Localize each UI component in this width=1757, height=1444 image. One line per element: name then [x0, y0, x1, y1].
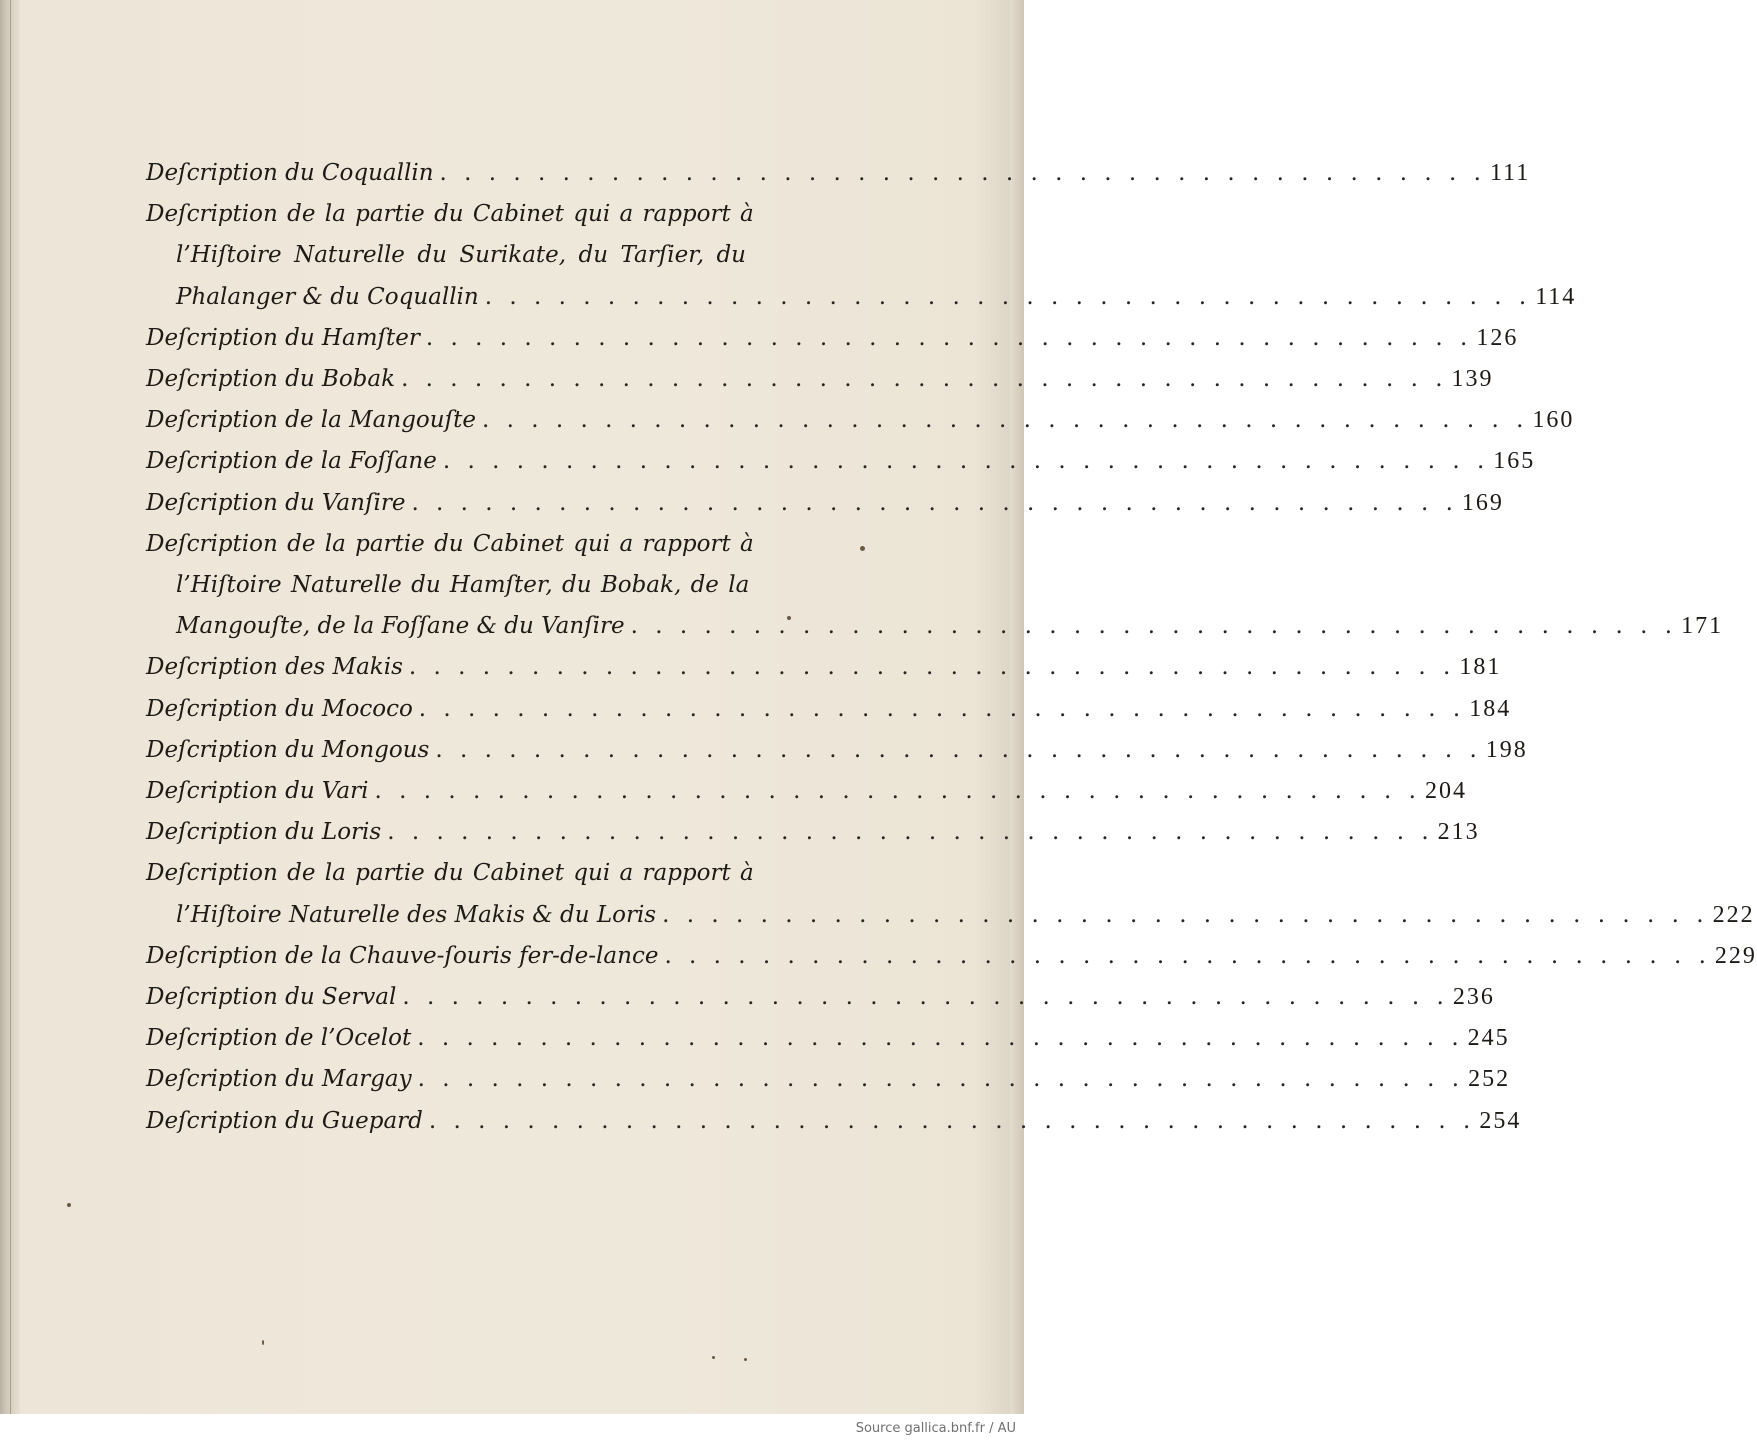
dot-leader: . . . . . . . . . . . . . . . . . . . . . . . . . . . . . . . . . . . . . . . . . . .: [435, 737, 1482, 763]
dot-leader: . . . . . . . . . . . . . . . . . . . . . . . . . . . . . . . . . . . . . . . . . . .: [664, 943, 1711, 969]
toc-page-number: 254: [1479, 1108, 1522, 1134]
dot-leader: . . . . . . . . . . . . . . . . . . . . . . . . . . . . . . . . . . . . . . . . . . .: [402, 984, 1449, 1010]
toc-line: [176, 238, 746, 272]
toc-line: [176, 898, 1755, 932]
dot-leader: . . . . . . . . . . . . . . . . . . . . . . . . . . . . . . . . . . . . . . . . . . .: [401, 366, 1448, 392]
source-watermark: Source gallica.bnf.fr / AU: [855, 1421, 1016, 1436]
dot-leader: . . . . . . . . . . . . . . . . . . . . . . . . . . . . . . . . . . . . . . . . . . .: [408, 654, 1456, 680]
toc-line: [146, 856, 754, 890]
toc-page-number: 160: [1532, 407, 1575, 433]
toc-page-number: 169: [1461, 490, 1504, 516]
toc-entry-title: Deſcription du Mococo: [146, 696, 413, 722]
toc-entry-title: Deſcription de la Chauve-ſouris fer-de-lance: [146, 943, 659, 969]
dot-leader: . . . . . . . . . . . . . . . . . . . . . . . . . . . . . . . . . . . . . . . . . . .: [417, 1066, 1465, 1092]
toc-page-number: 171: [1681, 613, 1724, 639]
toc-line: [146, 444, 1536, 478]
toc-line: [146, 527, 754, 561]
toc-entry-title: Phalanger & du Coquallin: [176, 284, 479, 310]
toc-page-number: 126: [1476, 325, 1519, 351]
toc-entry-title: Deſcription du Mongous: [146, 737, 430, 763]
dot-leader: . . . . . . . . . . . . . . . . . . . . . . . . . . . . . . . . . . . . . . . . . . .: [662, 902, 1709, 928]
dot-leader: . . . . . . . . . . . . . . . . . . . . . . . . . . . . . . . . . . . . . . . . . . .: [417, 1025, 1464, 1051]
toc-entry-title: Deſcription du Serval: [146, 984, 397, 1010]
toc-entry-title: Deſcription du Vari: [146, 778, 369, 804]
toc-page-number: 114: [1535, 284, 1577, 310]
toc-line: [176, 568, 750, 602]
toc-line: [146, 939, 1757, 973]
dot-leader: . . . . . . . . . . . . . . . . . . . . . . . . . . . . . . . . . . . . . . . . . . .: [418, 696, 1466, 722]
dot-leader: . . . . . . . . . . . . . . . . . . . . . . . . . . . . . . . . . . . . . . . . . . .: [630, 613, 1678, 639]
toc-line: [146, 774, 1467, 808]
toc-page-number: 139: [1451, 366, 1494, 392]
toc-line: [146, 197, 754, 231]
toc-page-number: 245: [1467, 1025, 1510, 1051]
toc-entry-title: Mangouſte, de la Foſſane & du Vanſire: [176, 613, 625, 639]
toc-entry-title: Deſcription de la partie du Cabinet qui a rapport à: [146, 201, 754, 227]
toc-line: [146, 403, 1575, 437]
toc-entry-title: Deſcription de la partie du Cabinet qui a rapport à: [146, 860, 754, 886]
toc-page-number: 165: [1493, 448, 1536, 474]
toc-page-number: 236: [1452, 984, 1495, 1010]
toc-line: [176, 609, 1724, 643]
toc-entry-title: Deſcription du Guepard: [146, 1108, 423, 1134]
toc-line: [146, 733, 1528, 767]
toc-page-number: 252: [1468, 1066, 1511, 1092]
toc-page-number: 204: [1424, 778, 1467, 804]
toc-line: [146, 692, 1512, 726]
toc-entry-title: Deſcription du Margay: [146, 1066, 412, 1092]
toc-line: [146, 486, 1504, 520]
toc-entry-title: l’Hiſtoire Naturelle des Makis & du Loris: [176, 902, 657, 928]
toc-entry-title: l’Hiſtoire Naturelle du Surikate, du Tarſier, du: [176, 242, 746, 268]
toc-line: [176, 280, 1577, 314]
toc-page-number: 229: [1714, 943, 1757, 969]
dot-leader: . . . . . . . . . . . . . . . . . . . . . . . . . . . . . . . . . . . . . . . . . . .: [484, 284, 1532, 310]
toc-entry-title: Deſcription de la partie du Cabinet qui a rapport à: [146, 531, 754, 557]
dot-leader: . . . . . . . . . . . . . . . . . . . . . . . . . . . . . . . . . . . . . . . . . . .: [439, 160, 1486, 186]
toc-line: [146, 1104, 1522, 1138]
toc-line: [146, 156, 1531, 190]
toc-entry-title: Deſcription de l’Ocelot: [146, 1025, 412, 1051]
toc-entry-title: Deſcription des Makis: [146, 654, 403, 680]
toc-page-number: 181: [1459, 654, 1502, 680]
toc-line: [146, 1062, 1511, 1096]
toc-page-number: 184: [1469, 696, 1512, 722]
toc-line: [146, 650, 1502, 684]
dot-leader: . . . . . . . . . . . . . . . . . . . . . . . . . . . . . . . . . . . . . . . . . . .: [411, 490, 1458, 516]
dot-leader: . . . . . . . . . . . . . . . . . . . . . . . . . . . . . . . . . . . . . . . . . . .: [425, 325, 1473, 351]
toc-line: [146, 362, 1494, 396]
toc-page-number: 213: [1437, 819, 1480, 845]
toc-page-number: 222: [1712, 902, 1755, 928]
toc-line: [146, 815, 1480, 849]
toc-entry-title: Deſcription de la Mangouſte: [146, 407, 476, 433]
dot-leader: . . . . . . . . . . . . . . . . . . . . . . . . . . . . . . . . . . . . . . . . . . .: [387, 819, 1434, 845]
toc-entry-title: l’Hiſtoire Naturelle du Hamſter, du Bobak, de la: [176, 572, 750, 598]
toc-entry-title: Deſcription du Hamſter: [146, 325, 420, 351]
toc-entry-title: Deſcription du Loris: [146, 819, 382, 845]
toc-page-number: 198: [1485, 737, 1528, 763]
dot-leader: . . . . . . . . . . . . . . . . . . . . . . . . . . . . . . . . . . . . . . . . . . .: [481, 407, 1529, 433]
toc-line: [146, 980, 1495, 1014]
toc-entry-title: Deſcription du Coquallin: [146, 160, 434, 186]
toc-entry-title: Deſcription du Bobak: [146, 366, 396, 392]
dot-leader: . . . . . . . . . . . . . . . . . . . . . . . . . . . . . . . . . . . . . . . . . . .: [442, 448, 1490, 474]
toc-line: [146, 1021, 1510, 1055]
toc-entry-title: Deſcription du Vanſire: [146, 490, 406, 516]
toc-entry-title: Deſcription de la Foſſane: [146, 448, 437, 474]
toc-page-number: 111: [1489, 160, 1531, 186]
dot-leader: . . . . . . . . . . . . . . . . . . . . . . . . . . . . . . . . . . . . . . . . . . .: [374, 778, 1421, 804]
toc-line: [146, 321, 1519, 355]
dot-leader: . . . . . . . . . . . . . . . . . . . . . . . . . . . . . . . . . . . . . . . . . . .: [428, 1108, 1476, 1134]
